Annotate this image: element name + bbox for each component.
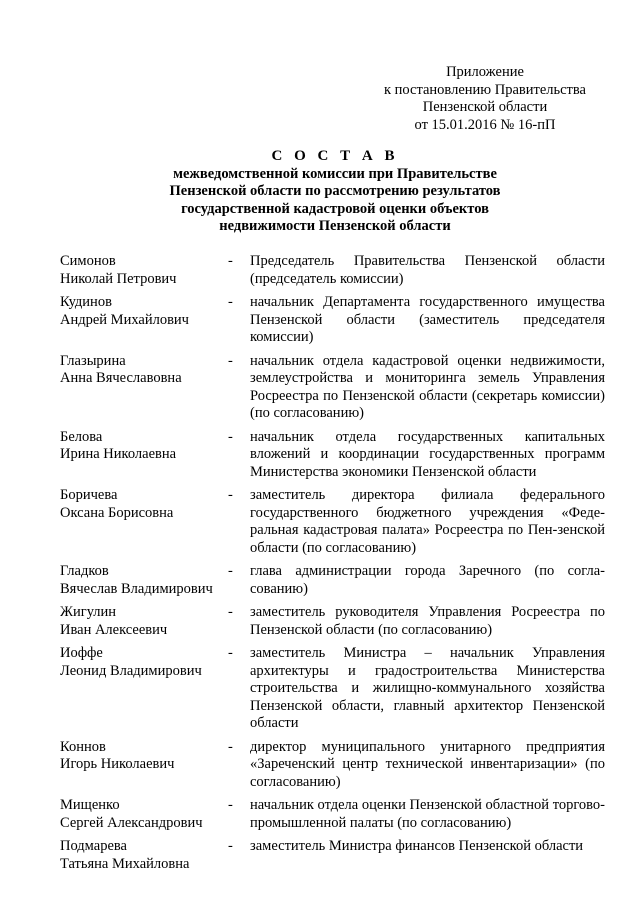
member-given-name: Игорь Николаевич [60, 756, 175, 772]
appendix-block [360, 64, 610, 134]
member-dash: - [228, 428, 233, 445]
member-given-name: Леонид Владимирович [60, 662, 202, 679]
heading-line-1: межведомственной комиссии при Правительстве [173, 165, 497, 182]
member-surname: Мищенко [60, 797, 120, 813]
member-entry [60, 487, 605, 557]
member-surname: Жигулин [60, 604, 117, 620]
member-dash: - [228, 563, 233, 579]
member-given-name: Андрей Михайлович [60, 311, 189, 328]
member-given-name: Николай Петрович [60, 270, 177, 287]
member-surname: Белова [60, 428, 103, 445]
member-given-name: Сергей Александрович [60, 814, 203, 831]
document-title: С О С Т А В [271, 148, 399, 164]
member-given-name: Вячеслав Владимирович [60, 580, 213, 597]
member-given-name: Татьяна Михайловна [60, 855, 190, 872]
member-entry [60, 604, 605, 639]
member-role: заместитель руководителя Управления Росреестра по Пензенской области (по согласованию) [250, 604, 605, 638]
member-entry [60, 294, 605, 347]
member-surname: Глазырина [60, 352, 126, 369]
member-role: начальник отдела государственных капитальных вложений и координации государственных программ Министерства экономики Пензенской области [250, 428, 605, 480]
member-role: заместитель Министра – начальник Управления архитектуры и градостроительства Министерства строительства и жилищно-коммунального хозяйства Пензенской области, главный архитектор Пензенской области [250, 645, 605, 731]
member-name [60, 739, 228, 774]
member-surname: Коннов [60, 738, 106, 755]
heading-line-3: государственной кадастровой оценки объектов [181, 200, 489, 217]
appendix-label: Приложение [446, 64, 524, 80]
member-dash: - [228, 645, 233, 661]
member-role: заместитель директора филиала федерального государственного бюджетного учреждения «Феде-ральная кадастровая палата» Росреестра по Пен-зенской области (по согласованию) [250, 487, 605, 556]
member-name [60, 253, 228, 288]
member-entry [60, 353, 605, 423]
member-name [60, 563, 228, 598]
document-heading [100, 148, 570, 236]
member-role: начальник Департамента государственного имущества Пензенской области (заместитель председателя комиссии) [250, 294, 605, 345]
member-dash: - [228, 294, 233, 310]
appendix-region: Пензенской области [422, 99, 548, 115]
member-role: заместитель Министра финансов Пензенской области [250, 838, 584, 854]
member-entry [60, 838, 605, 873]
member-given-name: Оксана Борисовна [60, 504, 174, 521]
member-entry [60, 739, 605, 792]
member-surname: Боричева [60, 487, 118, 503]
member-entry [60, 797, 605, 832]
member-name [60, 294, 228, 329]
member-dash: - [228, 352, 233, 369]
member-name [60, 604, 228, 639]
heading-line-4: недвижимости Пензенской области [219, 218, 451, 234]
member-dash: - [228, 838, 233, 854]
member-dash: - [228, 604, 233, 620]
member-entry [60, 645, 605, 733]
member-entry [60, 563, 605, 598]
member-dash: - [228, 253, 233, 269]
member-dash: - [228, 487, 233, 503]
appendix-date-number: от 15.01.2016 № 16-пП [414, 116, 556, 133]
member-surname: Гладков [60, 563, 109, 579]
member-dash: - [228, 797, 233, 813]
member-role: директор муниципального унитарного предприятия «Заречeнский центр технической инвентаризации» (по согласованию) [250, 738, 605, 790]
members-list [60, 253, 605, 879]
member-name [60, 797, 228, 832]
heading-line-2: Пензенской области по рассмотрению результатов [169, 183, 501, 199]
member-given-name: Анна Вячеславовна [60, 370, 182, 386]
member-entry [60, 429, 605, 482]
member-name [60, 645, 228, 680]
member-entry [60, 253, 605, 288]
member-role: глава администрации города Заречного (по согла-сованию) [250, 563, 605, 597]
member-role: начальник отдела оценки Пензенской областной торгово-промышленной палаты (по согласованию) [250, 797, 605, 831]
member-surname: Симонов [60, 253, 116, 269]
member-dash: - [228, 738, 233, 755]
member-surname: Подмарева [60, 838, 127, 854]
member-name [60, 487, 228, 522]
member-name [60, 429, 228, 464]
appendix-resolution: к постановлению Правительства [384, 81, 586, 98]
member-role: Председатель Правительства Пензенской области (председатель комиссии) [250, 253, 605, 287]
member-name [60, 838, 228, 873]
member-name [60, 353, 228, 388]
member-role: начальник отдела кадастровой оценки недвижимости, землеустройства и мониторинга земель Управления Росреестра по Пензенской области (секретарь комиссии) (по согласованию) [250, 352, 605, 421]
member-surname: Иоффе [60, 645, 103, 661]
member-given-name: Иван Алексеевич [60, 621, 168, 638]
member-given-name: Ирина Николаевна [60, 446, 177, 462]
member-surname: Кудинов [60, 294, 112, 310]
